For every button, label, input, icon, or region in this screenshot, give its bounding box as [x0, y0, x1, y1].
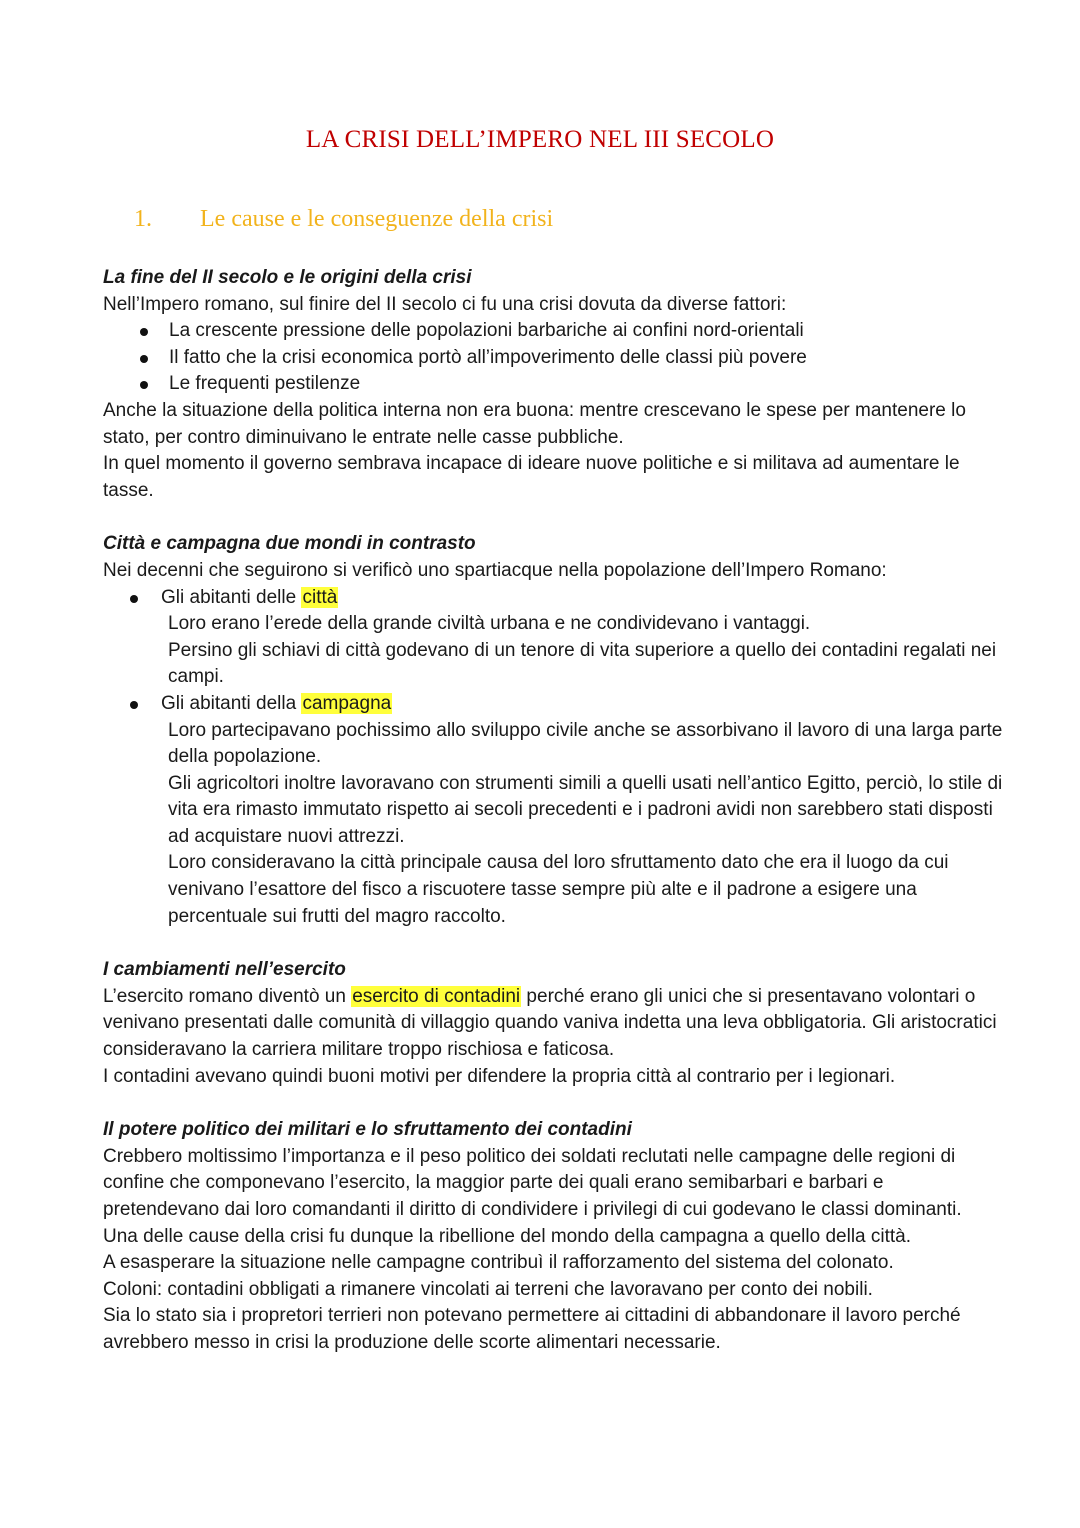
group-body	[161, 611, 1003, 691]
text-run: perché erano gli unici che si presentavano volontari o venivano presentati dalle comunità di villaggio quando vaniva indetta una leva obbligatoria. Gli aristocratici consideravano la carriera militare troppo rischiosa e faticosa.	[103, 985, 997, 1061]
paragraph: Loro consideravano la città principale causa del loro sfruttamento dato che era il luogo da cui venivano l’esattore del fisco a riscuotere tasse sempre più alte e il padrone a esigere una percentuale sui frutti del magro raccolto.	[168, 852, 949, 927]
paragraph: Nell’Impero romano, sul finire del II secolo ci fu una crisi dovuta da diverse fattori:	[103, 293, 787, 315]
paragraph	[103, 984, 1003, 1064]
paragraph: Loro partecipavano pochissimo allo sviluppo civile anche se assorbivano il lavoro di una larga parte della popolazione.	[168, 719, 1003, 768]
text-run: L’esercito romano diventò un	[103, 985, 352, 1007]
section-heading: La fine del II secolo e le origini della crisi	[103, 267, 472, 288]
bullet-list	[103, 318, 1003, 398]
list-item: Le frequenti pestilenze	[103, 371, 1003, 398]
paragraph: I contadini avevano quindi buoni motivi per difendere la propria città al contrario per i legionari.	[103, 1065, 896, 1087]
chapter-title: Le cause e le conseguenze della crisi	[200, 206, 554, 232]
paragraph: Loro erano l’erede della grande civiltà urbana e ne condividevano i vantaggi.	[168, 613, 811, 635]
list-item: La crescente pressione delle popolazioni barbariche ai confini nord-orientali	[103, 318, 1003, 345]
group-label: Gli abitanti della	[161, 692, 302, 714]
highlight: esercito di contadini	[352, 985, 521, 1007]
paragraph: Anche la situazione della politica interna non era buona: mentre crescevano le spese per mantenere lo stato, per contro diminuivano le entrate nelle casse pubbliche.	[103, 399, 966, 448]
group-body	[161, 718, 1003, 931]
section-heading: Città e campagna due mondi in contrasto	[103, 533, 476, 555]
section-origins	[103, 265, 1003, 504]
paragraph: Una delle cause della crisi fu dunque la ribellione del mondo della campagna a quello della città.	[103, 1225, 912, 1247]
paragraph: Nei decenni che seguirono si verificò uno spartiacque nella popolazione dell’Impero Romano:	[103, 559, 887, 581]
section-military-power	[103, 1117, 1003, 1356]
document-body	[103, 265, 1003, 1357]
paragraph: Gli agricoltori inoltre lavoravano con strumenti simili a quelli usati nell’antico Egitto, perciò, lo stile di vita era rimasto immutato rispetto ai secoli precedenti e i padroni avidi non sarebbero stati disposti ad acquistare nuovi attrezzi.	[168, 772, 1003, 847]
paragraph: A esasperare la situazione nelle campagne contribuì il rafforzamento del sistema del colonato.	[103, 1252, 894, 1274]
list-item: Il fatto che la crisi economica portò all’impoverimento delle classi più povere	[103, 345, 1003, 372]
section-heading: I cambiamenti nell’esercito	[103, 959, 346, 981]
paragraph: Persino gli schiavi di città godevano di un tenore di vita superiore a quello dei contadini regalati nei campi.	[168, 639, 997, 688]
highlight: città	[302, 586, 338, 608]
list-item-city	[103, 585, 1003, 691]
document-title: LA CRISI DELL’IMPERO NEL III SECOLO	[305, 126, 775, 153]
bullet-list	[103, 585, 1003, 931]
highlight: campagna	[302, 692, 392, 714]
list-item-countryside	[103, 691, 1003, 930]
section-heading: Il potere politico dei militari e lo sfruttamento dei contadini	[103, 1119, 632, 1141]
paragraph: Crebbero moltissimo l’importanza e il peso politico dei soldati reclutati nelle campagne delle regioni di confine che componevano l’esercito, la maggior parte dei quali erano semibarbari e barbari e pretendevano dai loro comandanti il diritto di condividere i privilegi di cui godevano le classi dominanti.	[103, 1145, 962, 1220]
chapter-number: 1.	[134, 206, 152, 232]
paragraph: Sia lo stato sia i propretori terrieri non potevano permettere ai cittadini di abbandonare il lavoro perché avrebbero messo in crisi la produzione delle scorte alimentari necessarie.	[103, 1305, 961, 1353]
group-label: Gli abitanti delle	[161, 586, 302, 608]
paragraph: Coloni: contadini obbligati a rimanere vincolati ai terreni che lavoravano per conto dei nobili.	[103, 1278, 873, 1300]
chapter-heading	[134, 206, 553, 233]
paragraph: In quel momento il governo sembrava incapace di ideare nuove politiche e si militava ad aumentare le tasse.	[103, 453, 960, 501]
section-city-countryside	[103, 531, 1003, 930]
section-army	[103, 957, 1003, 1090]
